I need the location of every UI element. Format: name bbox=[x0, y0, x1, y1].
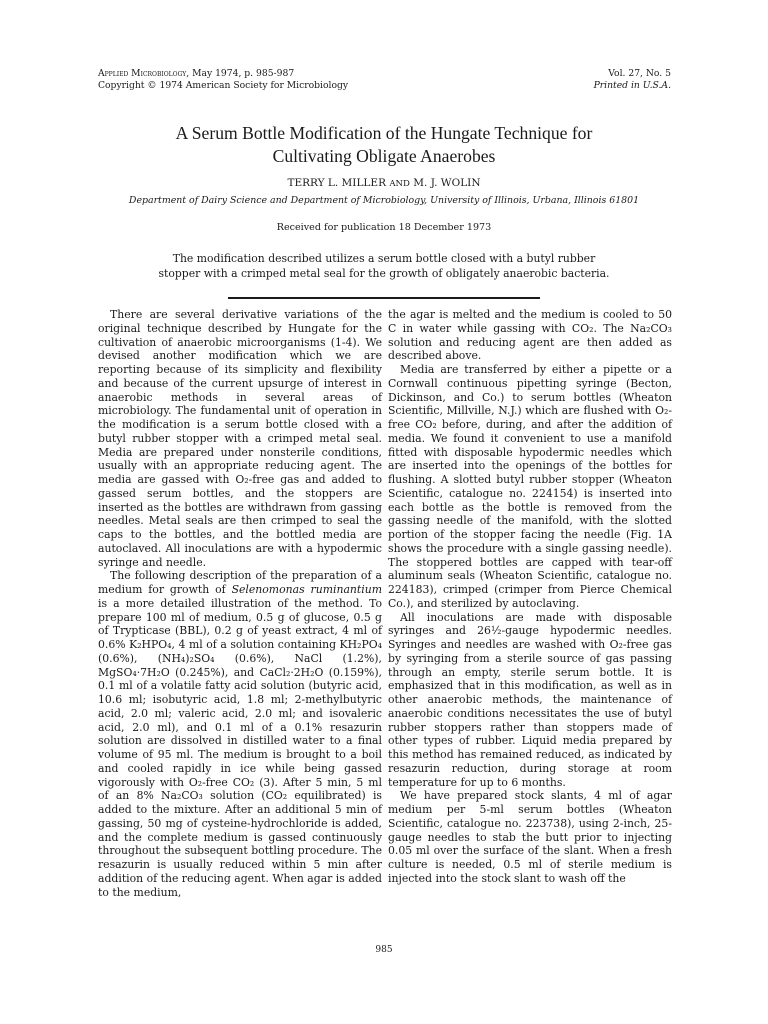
journal-name: Applied Microbiology bbox=[98, 68, 187, 79]
page-number: 985 bbox=[375, 945, 393, 955]
author-list bbox=[90, 176, 678, 191]
journal-date-pages: , May 1974, p. 985-987 bbox=[186, 68, 295, 79]
species-name: Selenomonas ruminantium bbox=[231, 583, 382, 596]
paragraph: There are several derivative variations of the original technique described by Hungate for the cultivation of anaerobic microorganisms (1-4). We devised another modification which we are reporting because of its simplicity and flexibility and because of the current upsurge of interest in anaerobic methods in several areas of microbiology. The fundamental unit of operation in the modification is a serum bottle closed with a butyl rubber stopper with a crimped metal seal. Media are prepared under nonsterile conditions, usually with an appropriate reducing agent. The media are gassed with O₂-free gas and added to gassed serum bottles, and the stoppers are inserted as the bottles are withdrawn from gassing needles. Metal seals are then crimped to seal the caps to the bottles, and the bottled media are autoclaved. All inoculations are with a hypodermic syringe and needle. bbox=[98, 308, 382, 569]
copyright-line: Copyright © 1974 American Society for Microbiology bbox=[98, 80, 349, 91]
title-line-2: Cultivating Obligate Anaerobes bbox=[272, 146, 496, 166]
abstract-line-2: stopper with a crimped metal seal for the growth of obligately anaerobic bacteria. bbox=[158, 267, 610, 280]
paragraph: All inoculations are made with disposable syringes and 26½-gauge hypodermic needles. Syringes and needles are washed with O₂-free gas by syringing from a sterile source of gas passing through an empty, sterile serum bottle. It is emphasized that in this modification, as well as in other anaerobic methods, the maintenance of anaerobic conditions necessitates the use of butyl rubber stoppers rather than stoppers made of other types of rubber. Liquid media prepared by this method has remained reduced, as indicated by resazurin reduction, during storage at room temperature for up to 6 months. bbox=[388, 610, 672, 789]
journal-header-right bbox=[594, 68, 671, 92]
received-date: Received for publication 18 December 1973 bbox=[276, 222, 492, 233]
author-first: TERRY L. MILLER bbox=[287, 177, 386, 189]
section-divider bbox=[228, 297, 540, 299]
paragraph-text: is a more detailed illustration of the method. To prepare 100 ml of medium, 0.5 g of glucose, 0.5 g of Trypticase (BBL), 0.2 g of yeast extract, 4 ml of 0.6% K₂HPO₄, 4 ml of a solution containing KH₂PO₄ (0.6%), (NH₄)₂SO₄ (0.6%), NaCl (1.2%), MgSO₄·7H₂O (0.245%), and CaCl₂·2H₂O (0.159%), 0.1 ml of a volatile fatty acid solution (butyric acid, 10.6 ml; isobutyric acid, 1.8 ml; 2-methylbutyric acid, 2.0 ml; valeric acid, 2.0 ml; and isovaleric acid, 2.0 ml), and 0.1 ml of a 0.1% resazurin solution are dissolved in distilled water to a final volume of 95 ml. The medium is brought to a boil and cooled rapidly in ice while being gassed vigorously with O₂-free CO₂ (3). After 5 min, 5 ml of an 8% Na₂CO₃ solution (CO₂ equilibrated) is added to the mixture. After an additional 5 min of gassing, 50 mg of cysteine-hydrochloride is added, and the complete medium is gassed continuously throughout the subsequent bottling procedure. The resazurin is usually reduced within 5 min after addition of the reducing agent. When agar is added to the medium, bbox=[98, 596, 382, 899]
paragraph: the agar is melted and the medium is cooled to 50 C in water while gassing with CO₂. The Na₂CO₃ solution and reducing agent are then added as described above. bbox=[388, 308, 672, 363]
article-title bbox=[90, 122, 678, 168]
author-affiliation: Department of Dairy Science and Department of Microbiology, University of Illinois, Urbana, Illinois 61801 bbox=[128, 195, 640, 206]
abstract bbox=[120, 251, 648, 281]
abstract-line-1: The modification described utilizes a serum bottle closed with a butyl rubber bbox=[172, 252, 596, 265]
body-column-right bbox=[388, 308, 672, 886]
volume-number: Vol. 27, No. 5 bbox=[608, 68, 671, 79]
author-conjunction: AND bbox=[389, 179, 410, 189]
paragraph-text: The following description of the preparation of a medium for growth of bbox=[98, 569, 382, 596]
body-column-left bbox=[98, 308, 382, 899]
journal-citation bbox=[98, 68, 348, 80]
title-line-1: A Serum Bottle Modification of the Hungate Technique for bbox=[175, 123, 593, 143]
author-second: M. J. WOLIN bbox=[413, 177, 481, 189]
paragraph: Media are transferred by either a pipette or a Cornwall continuous pipetting syringe (Becton, Dickinson, and Co.) to serum bottles (Wheaton Scientific, Millville, N.J.) which are flushed with O₂-free CO₂ before, during, and after the addition of media. We found it convenient to use a manifold fitted with disposable hypodermic needles which are inserted into the openings of the bottles for flushing. A slotted butyl rubber stopper (Wheaton Scientific, catalogue no. 224154) is inserted into each bottle as the bottle is removed from the gassing needle of the manifold, with the slotted portion of the stopper facing the needle (Fig. 1A shows the procedure with a single gassing needle). The stoppered bottles are capped with tear-off aluminum seals (Wheaton Scientific, catalogue no. 224183), crimped (crimper from Pierce Chemical Co.), and sterilized by autoclaving. bbox=[388, 363, 672, 610]
journal-header-left bbox=[98, 68, 348, 92]
paragraph: We have prepared stock slants, 4 ml of agar medium per 5-ml serum bottles (Wheaton Scientific, catalogue no. 223738), using 2-inch, 25-gauge needles to stab the butt prior to injecting 0.05 ml over the surface of the slant. When a fresh culture is needed, 0.5 ml of sterile medium is injected into the stock slant to wash off the bbox=[388, 789, 672, 885]
paragraph bbox=[98, 569, 382, 899]
printed-location: Printed in U.S.A. bbox=[593, 80, 671, 91]
